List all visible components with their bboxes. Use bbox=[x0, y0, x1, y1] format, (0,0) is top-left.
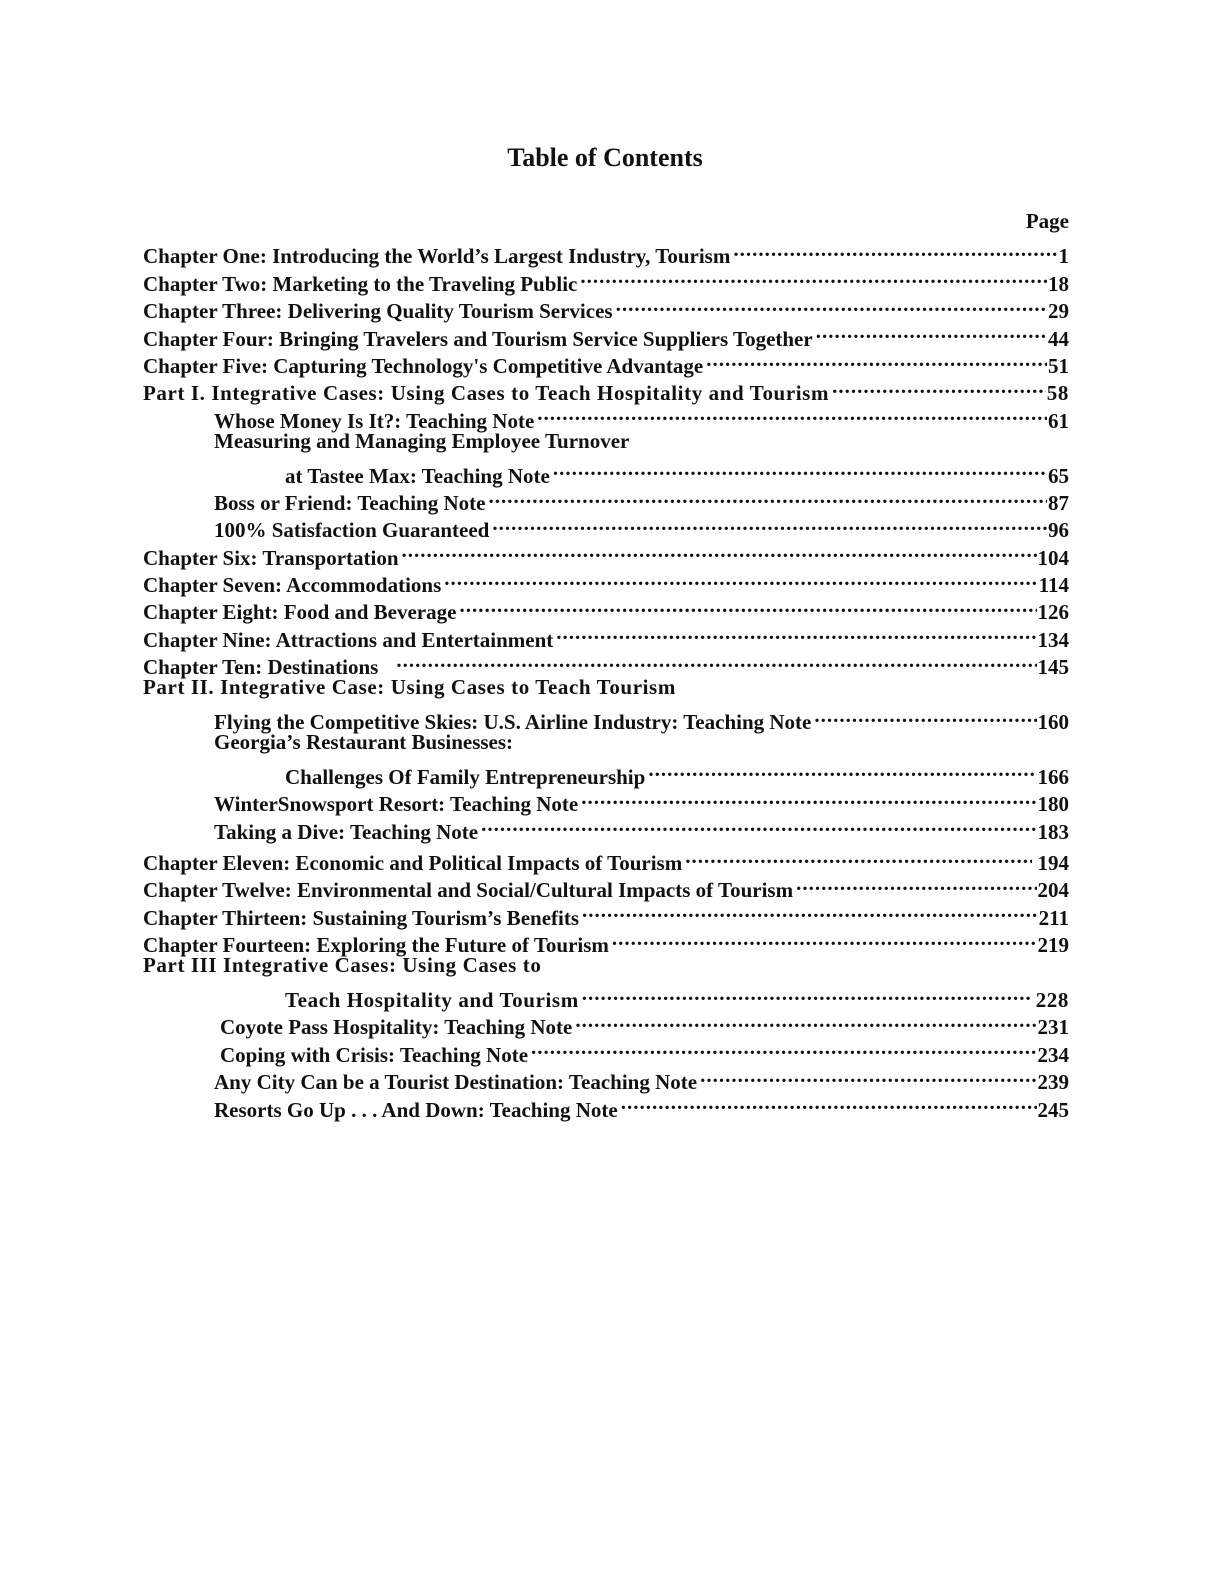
toc-entry-label: Flying the Competitive Skies: U.S. Airline Industry: Teaching Note bbox=[214, 710, 812, 735]
toc-entry-part-two[interactable] bbox=[143, 674, 1069, 701]
dot-leader bbox=[402, 537, 1037, 564]
toc-entry-label: Chapter Nine: Attractions and Entertainment bbox=[143, 627, 554, 652]
toc-entry-label: Part II. Integrative Case: Using Cases to Teach Tourism bbox=[143, 675, 676, 700]
dot-leader bbox=[556, 619, 1036, 646]
toc-entry-chapter-eleven[interactable] bbox=[143, 843, 1069, 875]
toc-entry-label: Chapter Seven: Accommodations bbox=[143, 573, 442, 598]
dot-leader bbox=[492, 510, 1047, 537]
toc-entry-label: Chapter Five: Capturing Technology's Competitive Advantage bbox=[143, 353, 704, 378]
toc-entry-page: 228 bbox=[1035, 987, 1069, 1012]
toc-entry-page: 96 bbox=[1048, 518, 1069, 543]
dot-leader bbox=[459, 592, 1036, 619]
toc-entry-label: Taking a Dive: Teaching Note bbox=[214, 819, 479, 844]
toc-entry-label: Chapter Ten: Destinations bbox=[143, 655, 379, 680]
table-of-contents bbox=[143, 206, 1069, 1122]
toc-entry-page: 183 bbox=[1037, 819, 1069, 844]
dot-leader bbox=[531, 1034, 1036, 1061]
toc-entry-page: 166 bbox=[1037, 764, 1069, 789]
toc-entry-page: 104 bbox=[1037, 545, 1069, 570]
toc-entry-label: Challenges Of Family Entrepreneurship bbox=[285, 764, 646, 789]
toc-entry-page: 194 bbox=[1037, 850, 1069, 875]
toc-entry-label: Chapter One: Introducing the World’s Largest Industry, Tourism bbox=[143, 244, 731, 269]
dot-leader bbox=[396, 647, 1036, 674]
toc-entry-page: 231 bbox=[1037, 1015, 1069, 1040]
dot-leader bbox=[621, 1089, 1037, 1116]
toc-entry-label: Coyote Pass Hospitality: Teaching Note bbox=[220, 1015, 573, 1040]
toc-entry-page: 180 bbox=[1037, 792, 1069, 817]
dot-leader bbox=[581, 784, 1036, 811]
toc-entry-measuring-turnover[interactable] bbox=[143, 428, 1069, 455]
dot-leader bbox=[580, 263, 1047, 290]
dot-leader bbox=[648, 756, 1036, 783]
toc-entry-wintersnowsport[interactable] bbox=[143, 784, 1069, 817]
toc-entry-page: 29 bbox=[1048, 299, 1069, 324]
dot-leader bbox=[706, 346, 1047, 373]
dot-leader bbox=[582, 897, 1038, 924]
dot-leader bbox=[444, 565, 1037, 592]
toc-entry-family-entrepreneurship[interactable] bbox=[143, 756, 1069, 789]
toc-entry-label: Chapter Six: Transportation bbox=[143, 545, 399, 570]
toc-entry-label: Measuring and Managing Employee Turnover bbox=[214, 428, 630, 453]
toc-entry-page: 126 bbox=[1037, 600, 1069, 625]
toc-entry-page: 114 bbox=[1038, 573, 1069, 598]
toc-entry-page: 239 bbox=[1037, 1070, 1069, 1095]
toc-entry-page: 245 bbox=[1037, 1097, 1069, 1122]
toc-entry-label: 100% Satisfaction Guaranteed bbox=[214, 518, 490, 543]
dot-leader bbox=[553, 455, 1047, 482]
toc-entry-teach-hospitality[interactable] bbox=[143, 980, 1069, 1012]
dot-leader bbox=[488, 483, 1047, 510]
dot-leader bbox=[816, 318, 1047, 345]
toc-entry-page: 1 bbox=[1058, 244, 1069, 269]
toc-entry-page: 51 bbox=[1048, 353, 1069, 378]
toc-entry-label: Boss or Friend: Teaching Note bbox=[214, 490, 486, 515]
dot-leader bbox=[582, 980, 1030, 1007]
toc-entry-label: Resorts Go Up . . . And Down: Teaching Note bbox=[214, 1097, 618, 1122]
toc-entry-label: Teach Hospitality and Tourism bbox=[285, 987, 579, 1012]
toc-entry-label: at Tastee Max: Teaching Note bbox=[285, 463, 550, 488]
toc-entry-boss-or-friend[interactable] bbox=[143, 483, 1069, 515]
toc-entry-label: Part I. Integrative Cases: Using Cases to Teach Hospitality and Tourism bbox=[143, 381, 830, 406]
toc-entry-page: 160 bbox=[1037, 710, 1069, 735]
dot-leader bbox=[575, 1007, 1036, 1034]
dot-leader bbox=[537, 400, 1047, 427]
toc-entry-label: Chapter Eight: Food and Beverage bbox=[143, 600, 457, 625]
toc-entry-page: 134 bbox=[1037, 627, 1069, 652]
toc-entry-coyote-pass[interactable] bbox=[143, 1007, 1069, 1040]
toc-entry-label: Any City Can be a Tourist Destination: Teaching Note bbox=[214, 1070, 698, 1095]
toc-entry-label: Chapter Two: Marketing to the Traveling Public bbox=[143, 271, 578, 296]
toc-entry-page: 219 bbox=[1037, 933, 1069, 958]
toc-entry-label: Chapter Thirteen: Sustaining Tourism’s Benefits bbox=[143, 905, 580, 930]
toc-entry-label: Part III Integrative Cases: Using Cases to bbox=[143, 953, 542, 978]
dot-leader bbox=[685, 843, 1031, 870]
dot-leader bbox=[616, 291, 1047, 318]
toc-entry-chapter-one[interactable] bbox=[143, 236, 1069, 269]
toc-entry-label: WinterSnowsport Resort: Teaching Note bbox=[214, 792, 579, 817]
toc-entry-label: Georgia’s Restaurant Businesses: bbox=[214, 730, 514, 755]
toc-entry-page: 44 bbox=[1048, 326, 1069, 351]
toc-entry-page: 18 bbox=[1048, 271, 1069, 296]
toc-entry-label: Coping with Crisis: Teaching Note bbox=[220, 1042, 529, 1067]
dot-leader bbox=[612, 925, 1037, 952]
toc-entry-page: 145 bbox=[1037, 655, 1069, 680]
toc-entry-label: Chapter Eleven: Economic and Political Impacts of Tourism bbox=[143, 850, 683, 875]
toc-entry-label: Whose Money Is It?: Teaching Note bbox=[214, 408, 535, 433]
toc-entry-flying-skies[interactable] bbox=[143, 702, 1069, 735]
toc-entry-page: 65 bbox=[1048, 463, 1069, 488]
toc-entry-page: 87 bbox=[1048, 490, 1069, 515]
page-title: Table of Contents bbox=[507, 143, 703, 172]
dot-leader bbox=[832, 373, 1046, 400]
dot-leader bbox=[700, 1062, 1036, 1089]
toc-entry-label: Chapter Three: Delivering Quality Tourism Services bbox=[143, 299, 613, 324]
dot-leader bbox=[733, 236, 1057, 263]
toc-entry-label: Chapter Four: Bringing Travelers and Tourism Service Suppliers Together bbox=[143, 326, 813, 351]
toc-entry-page: 58 bbox=[1046, 381, 1069, 406]
dot-leader bbox=[481, 811, 1036, 838]
page-column-header: Page bbox=[1025, 209, 1069, 233]
toc-entry-page: 61 bbox=[1048, 408, 1069, 433]
toc-entry-page: 204 bbox=[1037, 878, 1069, 903]
toc-entry-label: Chapter Fourteen: Exploring the Future of Tourism bbox=[143, 933, 609, 958]
dot-leader bbox=[814, 702, 1036, 729]
toc-entry-page: 211 bbox=[1038, 905, 1069, 930]
toc-entry-page: 234 bbox=[1037, 1042, 1069, 1067]
dot-leader bbox=[796, 870, 1036, 897]
toc-entry-label: Chapter Twelve: Environmental and Social/Cultural Impacts of Tourism bbox=[143, 878, 794, 903]
toc-entry-tastee-max[interactable] bbox=[143, 455, 1069, 488]
